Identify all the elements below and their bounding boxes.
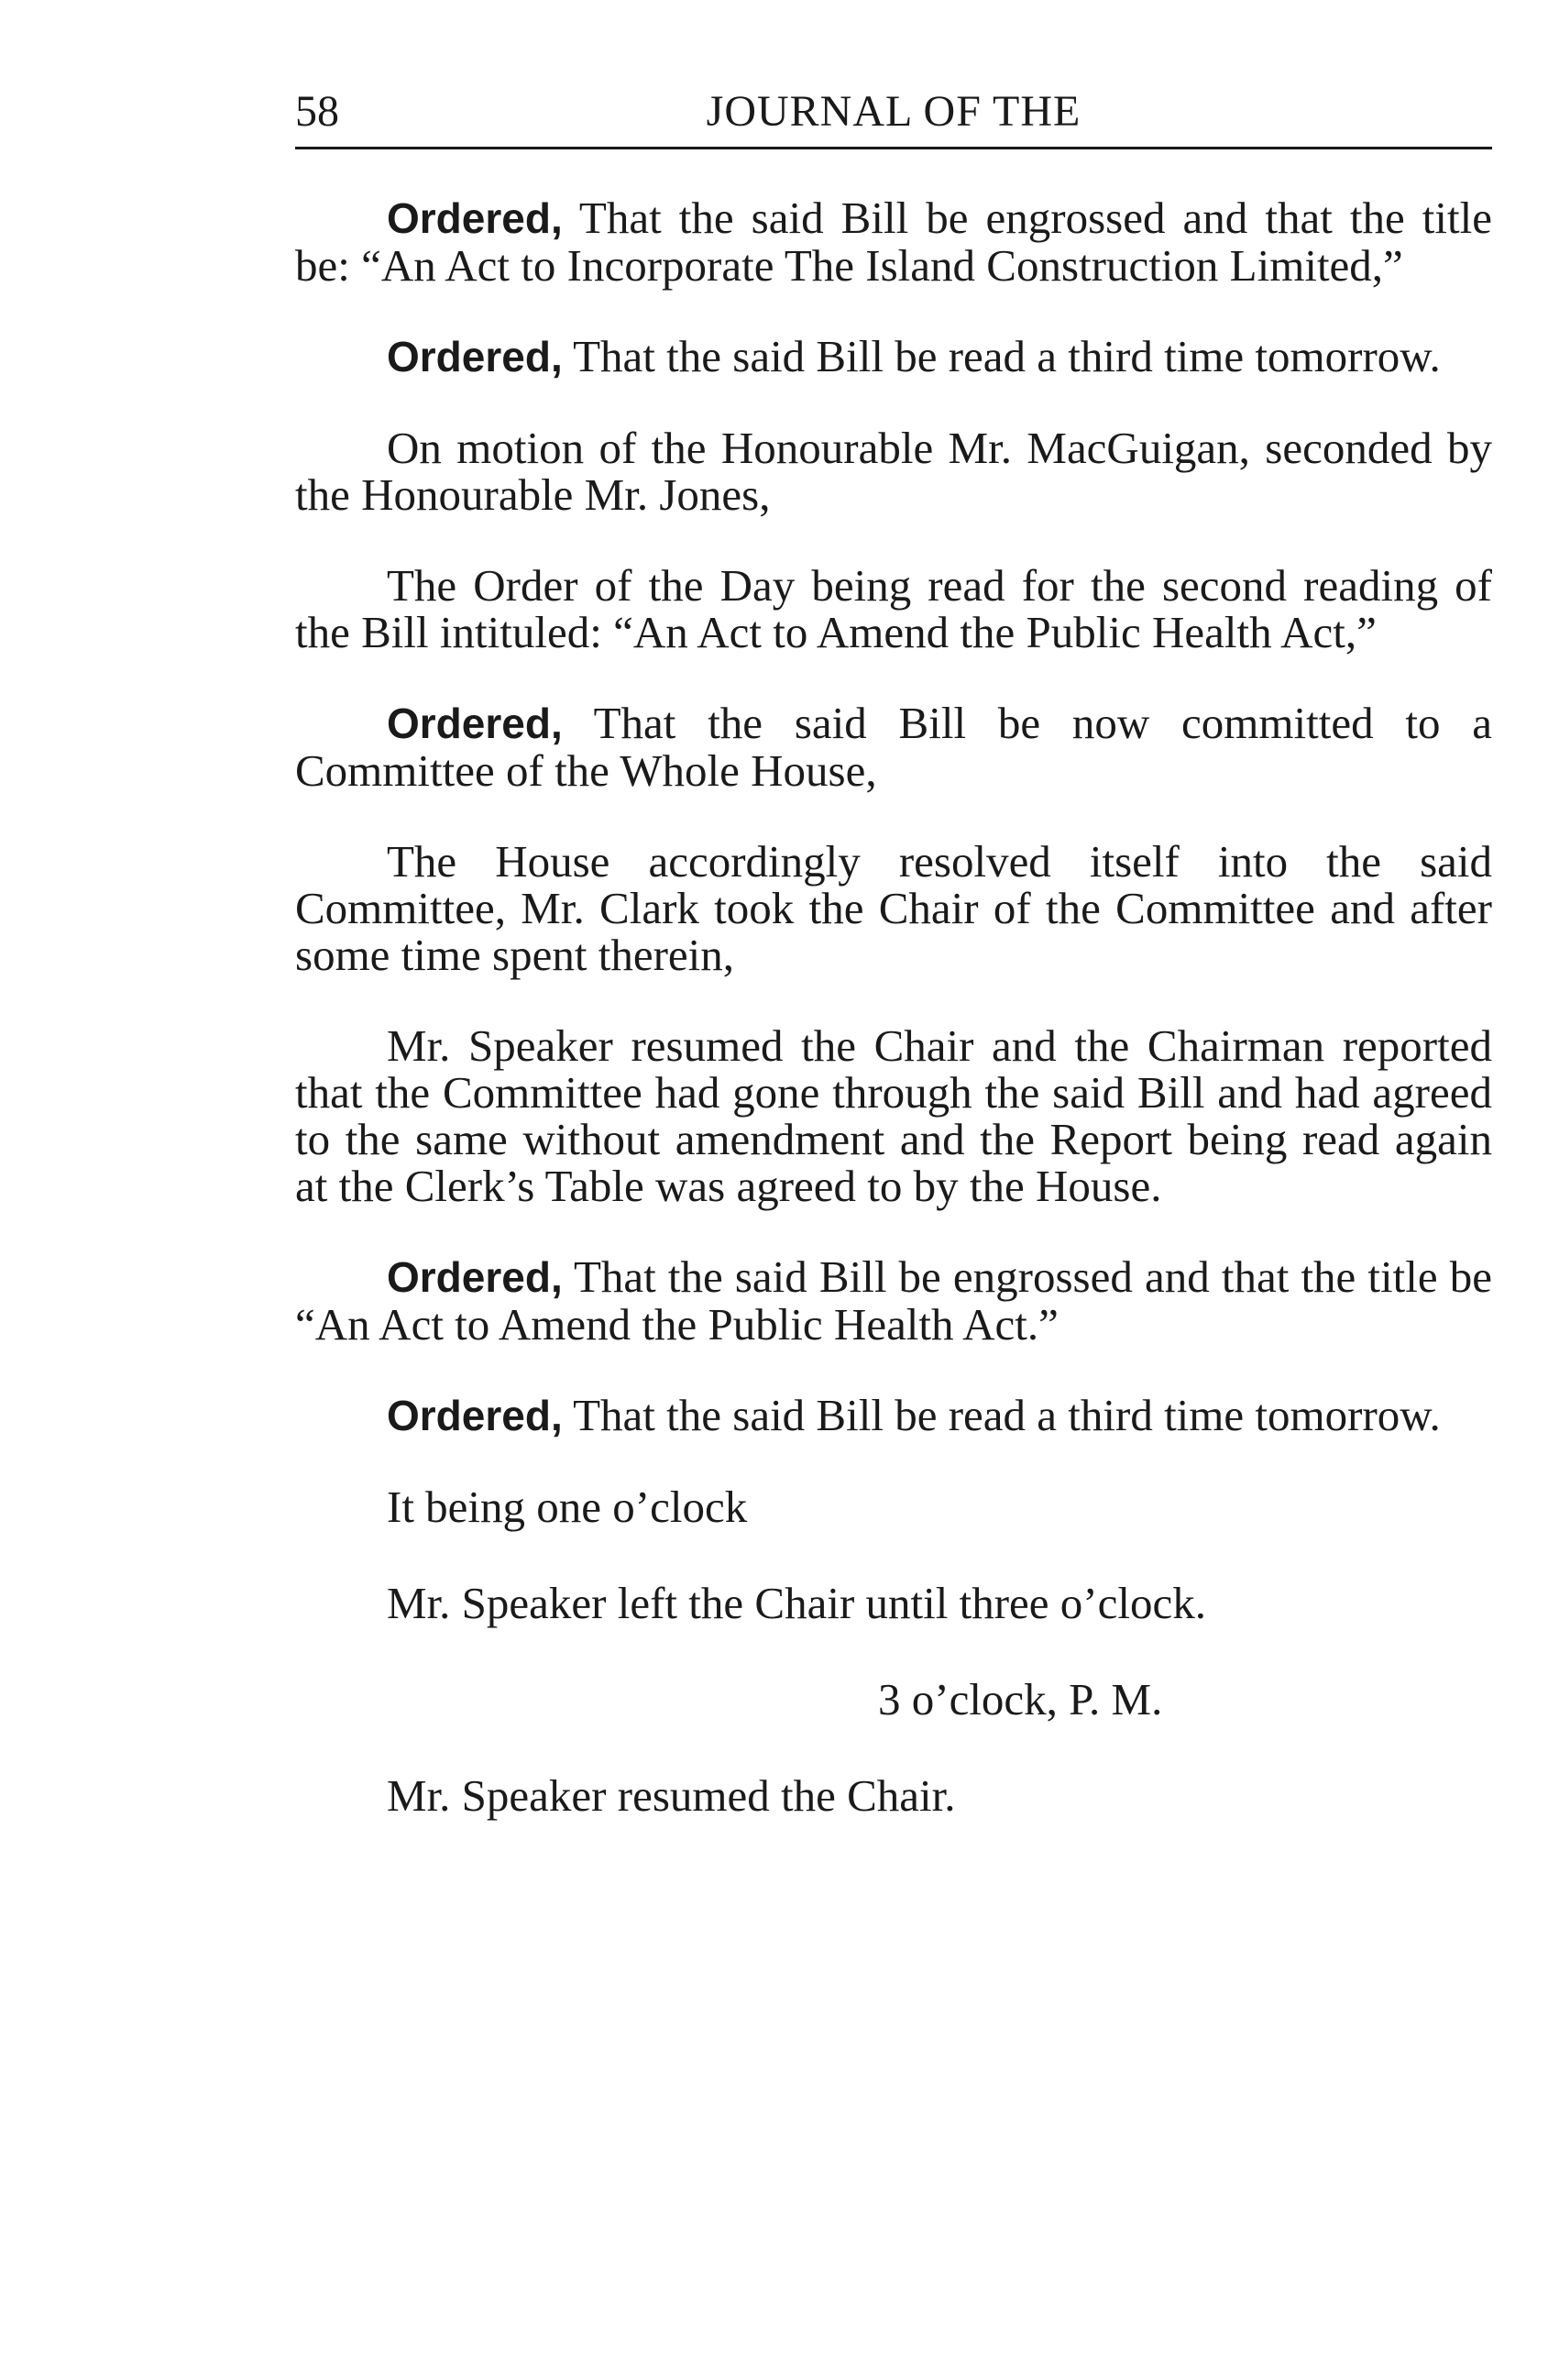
ordered-lead: Ordered, <box>387 1392 563 1439</box>
paragraph-text: That the said Bill be engrossed and that the title be: “An Act to Incorporate The Island Construction Limited,” <box>295 193 1492 291</box>
line-speaker-resumed-chair: Mr. Speaker resumed the Chair. <box>387 1770 956 1821</box>
paragraph-text: The Order of the Day being read for the second reading of the Bill intituled: “An Act to Amend the Public Health Act,” <box>295 560 1492 657</box>
paragraph-ordered-engrossed-public-health <box>295 1253 1492 1348</box>
running-title: JOURNAL OF THE <box>706 87 1081 136</box>
ordered-lead: Ordered, <box>387 700 563 747</box>
paragraph-speaker-resumed-report <box>295 1022 1492 1209</box>
ordered-lead: Ordered, <box>387 333 563 380</box>
paragraph-house-resolved <box>295 838 1492 978</box>
paragraph-text: The House accordingly resolved itself into the said Committee, Mr. Clark took the Chair of the Committee and after some time spent therein, <box>295 836 1492 980</box>
paragraph-ordered-engrossed-title <box>295 194 1492 289</box>
journal-body <box>295 194 1492 1819</box>
header-rule <box>295 147 1492 149</box>
paragraph-motion <box>295 424 1492 518</box>
paragraph-order-of-the-day <box>295 562 1492 656</box>
paragraph-text: That the said Bill be engrossed and that the title be “An Act to Amend the Public Health Act.” <box>295 1251 1492 1350</box>
ordered-lead: Ordered, <box>387 1253 563 1301</box>
line-one-oclock: It being one o’clock <box>387 1482 748 1532</box>
paragraph-text: That the said Bill be read a third time tomorrow. <box>562 331 1441 381</box>
paragraph-text: Mr. Speaker resumed the Chair and the Chairman reported that the Committee had gone through the said Bill and had agreed to the same without amendment and the Report being read again at the Clerk’s Table was agreed to by the House. <box>295 1020 1492 1211</box>
line-speaker-left-chair: Mr. Speaker left the Chair until three o’clock. <box>387 1578 1206 1628</box>
paragraph-text: That the said Bill be read a third time tomorrow. <box>562 1390 1441 1440</box>
paragraph-ordered-third-reading <box>295 333 1492 380</box>
page-header <box>295 84 1492 150</box>
paragraph-ordered-committed <box>295 700 1492 794</box>
paragraph-ordered-third-reading-2 <box>295 1392 1492 1439</box>
page-number: 58 <box>295 87 339 136</box>
paragraph-text: On motion of the Honourable Mr. MacGuigan, seconded by the Honourable Mr. Jones, <box>295 423 1492 520</box>
ordered-lead: Ordered, <box>387 194 563 242</box>
time-heading: 3 o’clock, P. M. <box>878 1674 1163 1724</box>
paragraph-text: That the said Bill be now committed to a Committee of the Whole House, <box>295 698 1492 796</box>
